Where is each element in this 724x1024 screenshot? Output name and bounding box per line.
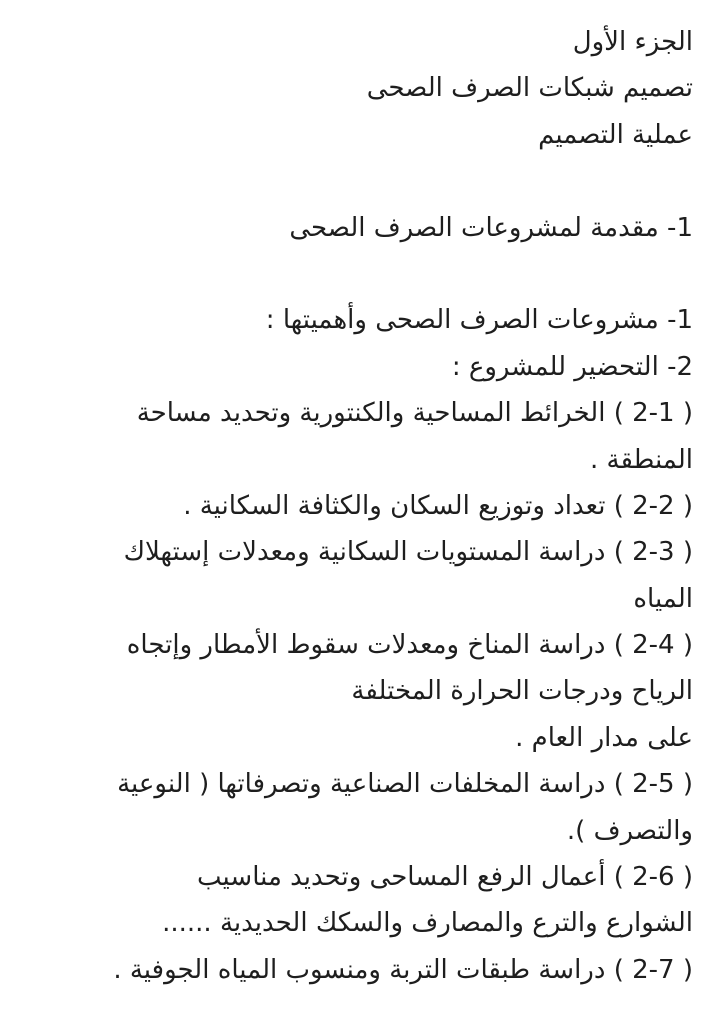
blank-line [20,158,693,204]
sub-item-2-5: ( 2-5 ) دراسة المخلفات الصناعية وتصرفاتها ( النوعية [117,769,693,800]
section-subtitle: عملية التصميم [538,119,693,150]
sub-item-2-3-cont: المياه [633,583,693,614]
sub-item-2-7: ( 2-7 ) دراسة طبقات التربة ومنسوب المياه الجوفية . [113,954,693,985]
sub-item-2-2: ( 2-2 ) تعداد وتوزيع السكان والكثافة السكانية . [183,490,693,521]
sub-item-2-1-cont: المنطقة . [590,444,693,475]
sub-item-2-1: ( 2-1 ) الخرائط المساحية والكنتورية وتحديد مساحة [136,398,693,429]
chapter-heading: 1- مقدمة لمشروعات الصرف الصحى [289,212,693,243]
sub-item-2-4-cont: الرياح ودرجات الحرارة المختلفة [351,676,693,707]
sub-item-2-6-cont: الشوارع والترع والمصارف والسكك الحديدية ...... [162,908,693,939]
sub-item-2-4: ( 2-4 ) دراسة المناخ ومعدلات سقوط الأمطار وإتجاه [126,630,693,661]
list-item-2: 2- التحضير للمشروع : [451,351,693,382]
blank-line [20,251,693,297]
sub-item-2-5-cont: والتصرف ). [566,815,693,846]
list-item-1: 1- مشروعات الصرف الصحى وأهميتها : [265,305,693,336]
document-title: تصميم شبكات الصرف الصحى [366,73,693,104]
part-title: الجزء الأول [572,27,693,57]
sub-item-2-6: ( 2-6 ) أعمال الرفع المساحى وتحديد مناسيب [197,862,693,893]
sub-item-2-3: ( 2-3 ) دراسة المستويات السكانية ومعدلات إستهلاك [123,537,693,568]
sub-item-2-4-cont: على مدار العام . [515,722,693,753]
